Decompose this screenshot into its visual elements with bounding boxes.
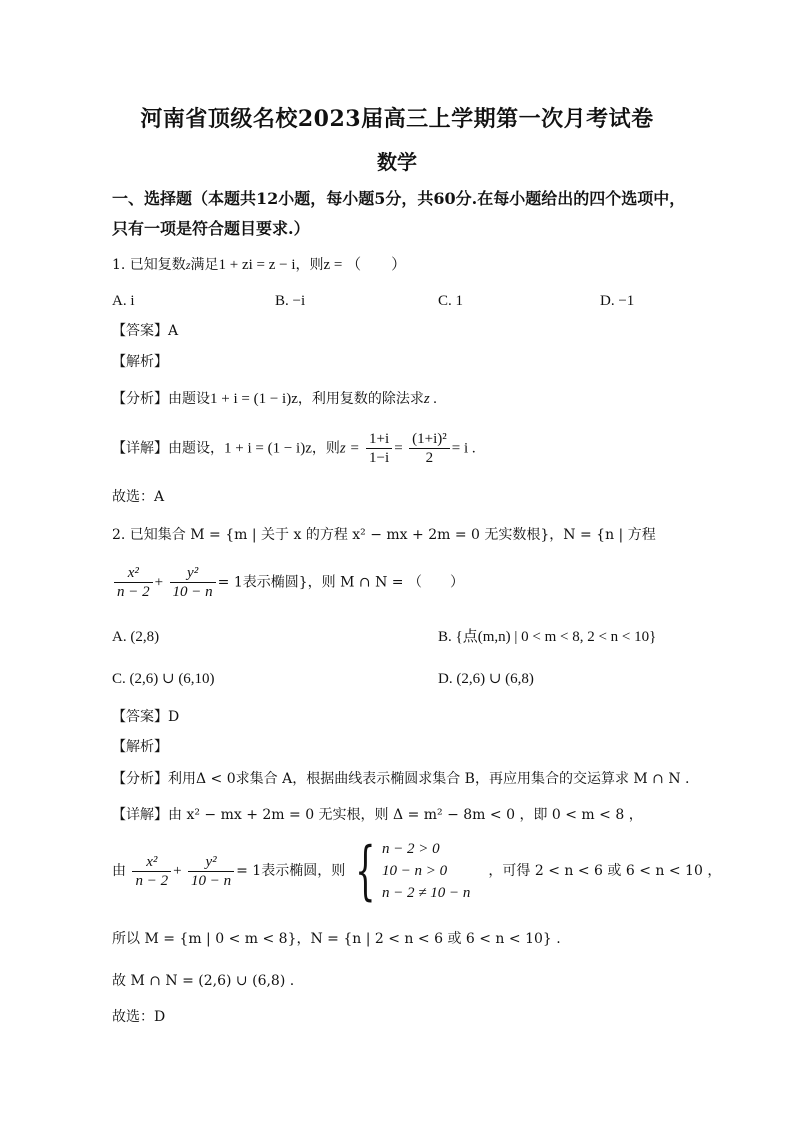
subject-title: 数学: [377, 150, 417, 174]
q2-option-b: B. {点(m,n) | 0 < m < 8, 2 < n < 10}: [438, 629, 657, 645]
q1-stem: [112, 256, 406, 274]
q1-var-z: z: [185, 258, 191, 272]
q1-detail-b: ，则: [311, 440, 340, 457]
q2-option-c: C. (2,6) ∪ (6,10): [112, 671, 215, 687]
q2-fraction-x: $\frac{\text{x²}}{n - 2}$: [114, 564, 153, 601]
q2-fraction-y: $\frac{\text{y²}}{10 - n}$: [170, 564, 216, 601]
q1-eq: 1 + zi = z − i: [218, 257, 296, 273]
q2-option-a: A. (2,8): [112, 629, 160, 645]
section-heading-line2: 只有一项是符合题目要求.）: [112, 219, 310, 238]
left-brace: {: [355, 834, 376, 908]
q2-stem-line2-tail: = 1表示椭圆}，则 M ∩ N = （ ）: [217, 574, 464, 591]
q2-cases: n − 2 > 0 10 − n > 0 n − 2 ≠ 10 − n: [381, 841, 471, 901]
q1-option-d: D. −1: [600, 293, 635, 309]
q1-answer: 【答案】A: [112, 323, 179, 339]
q1-stem-a: 1. 已知复数: [112, 257, 186, 273]
q1-option-c: C. 1: [438, 293, 464, 309]
q2-fenxi: 【分析】利用Δ < 0求集合 A，根据曲线表示椭圆求集合 B，再应用集合的交运算求 M ∩ N .: [112, 771, 690, 787]
q2-option-d: D. (2,6) ∪ (6,8): [438, 671, 534, 687]
q2-detail2: 由 $\frac{\text{x²}}{n - 2}$ + $\frac{\text{y²}}{10 - n}$ = 1表示椭圆，则 { n − 2 > 0 10 − n > 0 n − 2 ≠ 10 − n ，可得 2 < n < 6 或 6 < n < 10 ，: [112, 834, 722, 908]
q2-detail2-tail: = 1表示椭圆，则: [236, 863, 346, 879]
q1-detail-d: = i .: [451, 440, 476, 457]
q1-fraction-2: $\frac{\text{(1+i)²}}{2}$: [409, 430, 450, 467]
q1-stem-c: ，则: [295, 257, 324, 273]
q2-detail4: 故 M ∩ N = (2,6) ∪ (6,8) .: [112, 973, 295, 989]
q1-stem-b: 满足: [190, 257, 219, 273]
q2-stem-line2: $\frac{\text{x²}}{n - 2}$ + $\frac{\text{y²}}{10 - n}$ = 1表示椭圆}，则 M ∩ N = （ ）: [112, 564, 464, 601]
q1-option-b: B. −i: [275, 293, 306, 309]
q1-option-a: A. i: [112, 293, 135, 309]
q2-analysis-label: 【解析】: [112, 739, 168, 755]
q2-detail2-end: ，可得 2 < n < 6 或 6 < n < 10 ，: [488, 863, 722, 879]
q1-choice: 故选：A: [112, 489, 165, 505]
q2-detail2-a: 由: [112, 863, 126, 879]
q1-detail-a: 【详解】由题设，: [112, 440, 224, 457]
q1-fraction-1: $\frac{1+i}{1-i}$: [366, 430, 392, 467]
page-title: 河南省顶级名校2023届高三上学期第一次月考试卷: [140, 106, 654, 132]
q1-fenxi-a: 【分析】由题设: [112, 391, 210, 407]
q2-stem-line1: 2. 已知集合 M = {m | 关于 x 的方程 x² − mx + 2m = 0 无实数根}，N = {n | 方程: [112, 527, 656, 543]
q1-analysis-label: 【解析】: [112, 354, 168, 370]
q1-fenxi-eq: 1 + i = (1 − i)z: [210, 391, 298, 407]
q1-detail-eq1: 1 + i = (1 − i)z: [224, 440, 312, 457]
q1-fenxi: [112, 390, 437, 408]
q1-detail: 【详解】由题设，1 + i = (1 − i)z，则z = $\frac{1+i}{1-i}$ = $\frac{\text{(1+i)²}}{2}$ = i .: [112, 431, 476, 466]
q1-detail-c: z =: [339, 440, 360, 457]
q2-detail3: 所以 M = {m | 0 < m < 8}，N = {n | 2 < n < 6 或 6 < n < 10} .: [112, 931, 561, 947]
section-heading-line1: 一、选择题（本题共12小题，每小题5分，共60分.在每小题给出的四个选项中，: [112, 189, 686, 208]
q2-choice: 故选：D: [112, 1009, 166, 1025]
q2-detail1: 【详解】由 x² − mx + 2m = 0 无实根，则 Δ = m² − 8m < 0 ，即 0 < m < 8 ，: [112, 807, 643, 823]
q2-detail-fraction-x: $\frac{\text{x²}}{n - 2}$: [132, 853, 171, 890]
q1-fenxi-c: z .: [423, 391, 438, 407]
q1-stem-d: z = （ ）: [323, 257, 407, 273]
q2-detail-fraction-y: $\frac{\text{y²}}{10 - n}$: [188, 853, 234, 890]
q1-fenxi-b: ，利用复数的除法求: [297, 391, 424, 407]
q2-answer: 【答案】D: [112, 709, 180, 725]
